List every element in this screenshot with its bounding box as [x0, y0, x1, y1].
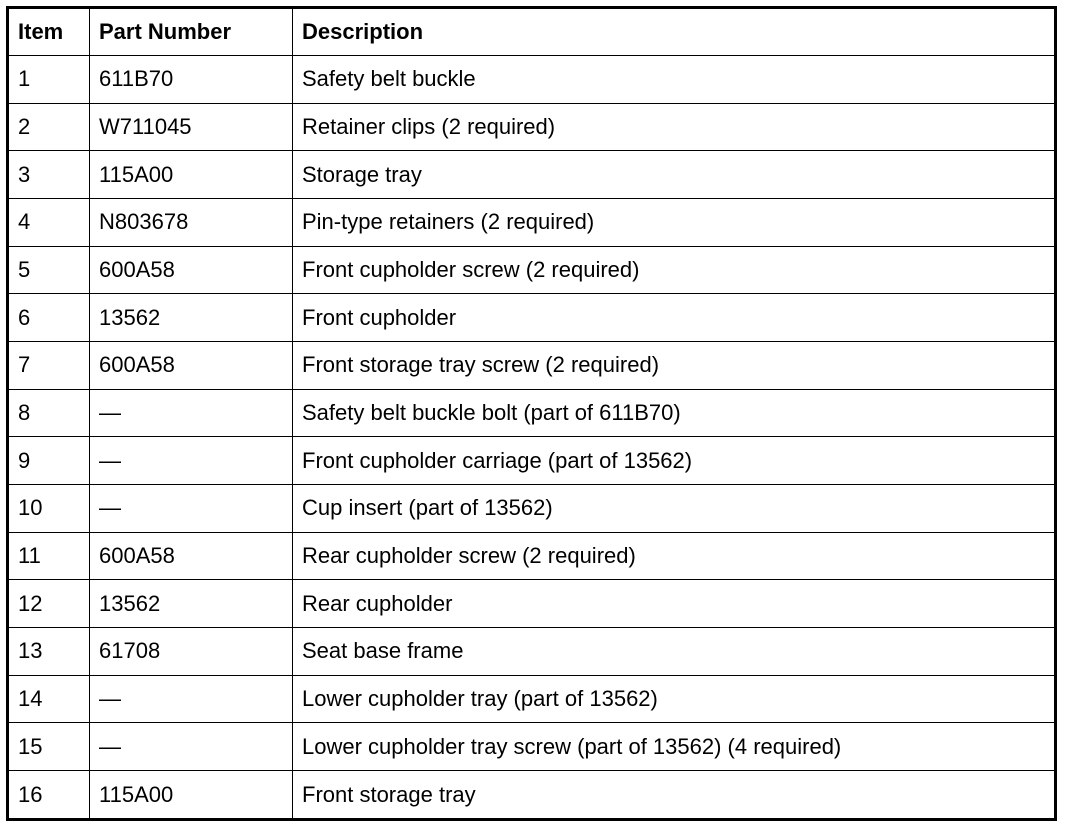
cell-part-number: 611B70	[90, 56, 293, 104]
cell-item: 2	[8, 103, 90, 151]
cell-part-number: W711045	[90, 103, 293, 151]
cell-part-number: —	[90, 437, 293, 485]
cell-part-number: —	[90, 675, 293, 723]
cell-description: Safety belt buckle bolt (part of 611B70)	[293, 389, 1056, 437]
table-row	[8, 199, 1056, 247]
cell-description: Seat base frame	[293, 628, 1056, 676]
table-row	[8, 56, 1056, 104]
table-header	[8, 8, 1056, 56]
cell-item: 14	[8, 675, 90, 723]
table-row	[8, 294, 1056, 342]
cell-part-number: —	[90, 723, 293, 771]
cell-part-number: 13562	[90, 580, 293, 628]
table-row	[8, 675, 1056, 723]
cell-description: Rear cupholder screw (2 required)	[293, 532, 1056, 580]
cell-description: Front cupholder	[293, 294, 1056, 342]
cell-description: Retainer clips (2 required)	[293, 103, 1056, 151]
cell-part-number: 115A00	[90, 771, 293, 820]
cell-item: 13	[8, 628, 90, 676]
header-item: Item	[8, 8, 90, 56]
table-body	[8, 56, 1056, 820]
cell-part-number: —	[90, 389, 293, 437]
table-row	[8, 580, 1056, 628]
cell-description: Front cupholder screw (2 required)	[293, 246, 1056, 294]
cell-description: Front storage tray	[293, 771, 1056, 820]
cell-part-number: 13562	[90, 294, 293, 342]
cell-item: 4	[8, 199, 90, 247]
cell-description: Lower cupholder tray screw (part of 13562) (4 required)	[293, 723, 1056, 771]
cell-description: Lower cupholder tray (part of 13562)	[293, 675, 1056, 723]
table-row	[8, 723, 1056, 771]
cell-item: 11	[8, 532, 90, 580]
cell-item: 5	[8, 246, 90, 294]
header-description: Description	[293, 8, 1056, 56]
table-row	[8, 485, 1056, 533]
cell-item: 15	[8, 723, 90, 771]
cell-part-number: 600A58	[90, 532, 293, 580]
parts-table	[6, 6, 1057, 821]
table-row	[8, 628, 1056, 676]
table-row	[8, 342, 1056, 390]
cell-item: 6	[8, 294, 90, 342]
table-row	[8, 437, 1056, 485]
cell-description: Front cupholder carriage (part of 13562)	[293, 437, 1056, 485]
cell-part-number: 115A00	[90, 151, 293, 199]
cell-description: Storage tray	[293, 151, 1056, 199]
table-row	[8, 532, 1056, 580]
cell-part-number: —	[90, 485, 293, 533]
cell-description: Safety belt buckle	[293, 56, 1056, 104]
cell-part-number: N803678	[90, 199, 293, 247]
cell-item: 10	[8, 485, 90, 533]
cell-item: 9	[8, 437, 90, 485]
cell-description: Rear cupholder	[293, 580, 1056, 628]
table-row	[8, 389, 1056, 437]
cell-part-number: 600A58	[90, 342, 293, 390]
cell-description: Pin-type retainers (2 required)	[293, 199, 1056, 247]
cell-item: 8	[8, 389, 90, 437]
cell-description: Front storage tray screw (2 required)	[293, 342, 1056, 390]
header-part-number: Part Number	[90, 8, 293, 56]
table-row	[8, 151, 1056, 199]
cell-item: 16	[8, 771, 90, 820]
header-row	[8, 8, 1056, 56]
table-row	[8, 771, 1056, 820]
cell-part-number: 600A58	[90, 246, 293, 294]
cell-item: 7	[8, 342, 90, 390]
cell-item: 3	[8, 151, 90, 199]
cell-item: 12	[8, 580, 90, 628]
table-row	[8, 246, 1056, 294]
table-row	[8, 103, 1056, 151]
cell-item: 1	[8, 56, 90, 104]
cell-description: Cup insert (part of 13562)	[293, 485, 1056, 533]
cell-part-number: 61708	[90, 628, 293, 676]
